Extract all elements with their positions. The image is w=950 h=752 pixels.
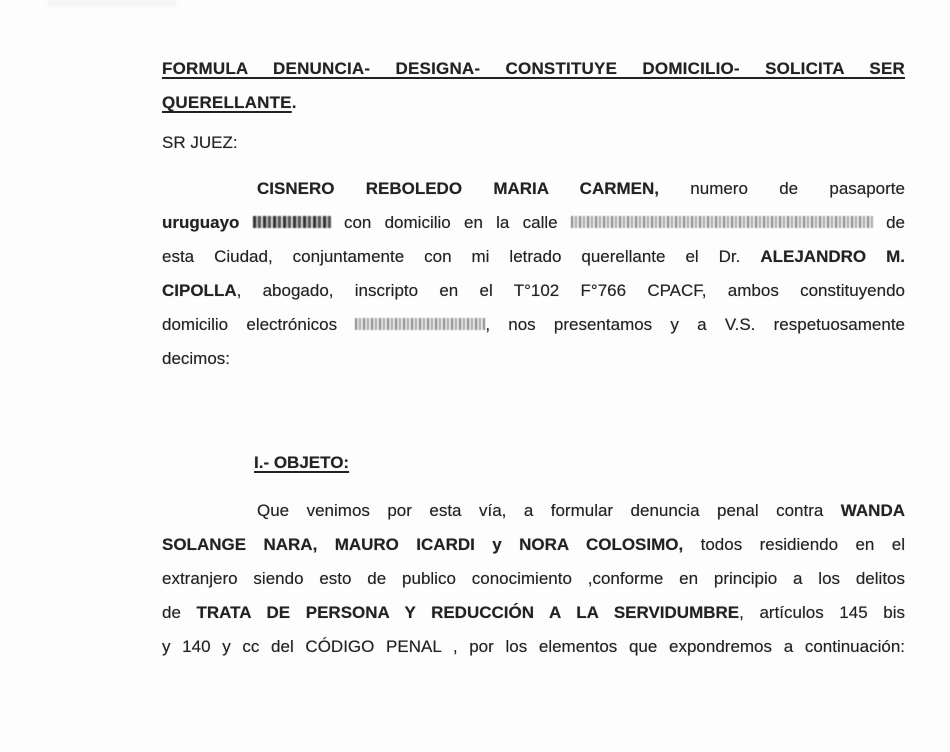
objeto-text: y xyxy=(474,535,520,554)
intro-paragraph xyxy=(162,172,905,376)
salutation-text: SR JUEZ: xyxy=(162,133,238,152)
intro-line-3 xyxy=(162,240,905,274)
objeto-line-2 xyxy=(162,528,905,562)
document-page xyxy=(162,52,905,664)
document-title-line-2 xyxy=(162,86,905,120)
accused-name: WANDA xyxy=(840,501,905,520)
section-heading-text: I.- OBJETO: xyxy=(254,453,350,472)
lawyer-name: ALEJANDRO M. xyxy=(760,247,905,266)
objeto-text: y 140 y cc del CÓDIGO PENAL , por los elementos que expondremos a continuación: xyxy=(162,637,905,656)
objeto-text: , artículos 145 bis xyxy=(739,603,905,622)
intro-text: de xyxy=(872,213,905,232)
complainant-name: CISNERO REBOLEDO MARIA CARMEN, xyxy=(257,179,660,198)
section-heading-objeto xyxy=(162,446,905,480)
objeto-line-5 xyxy=(162,630,905,664)
intro-text: , abogado, inscripto en el T°102 F°766 CPACF, ambos constituyendo xyxy=(236,281,905,300)
redacted-passport-number xyxy=(253,216,331,228)
scan-artifact xyxy=(48,0,176,6)
intro-text: decimos: xyxy=(162,349,231,368)
nationality: uruguayo xyxy=(162,213,240,232)
objeto-text: Que venimos por esta vía, a formular denuncia penal contra xyxy=(257,501,841,520)
intro-line-4 xyxy=(162,274,905,308)
intro-text: domicilio electrónicos xyxy=(162,315,356,334)
accused-name: NORA COLOSIMO, xyxy=(519,535,684,554)
objeto-text: de xyxy=(162,603,197,622)
intro-text: numero de pasaporte xyxy=(659,179,905,198)
document-title-line-1 xyxy=(162,52,905,86)
accused-names: SOLANGE NARA, MAURO ICARDI xyxy=(162,535,475,554)
objeto-text: extranjero siendo esto de publico conocimiento ,conforme en principio a los delitos xyxy=(162,569,905,588)
intro-text: , nos presentamos y a V.S. respetuosamente xyxy=(485,315,905,334)
intro-text: con domicilio en la calle xyxy=(343,213,571,232)
lawyer-surname: CIPOLLA xyxy=(162,281,237,300)
salutation xyxy=(162,126,905,160)
objeto-line-1 xyxy=(162,494,905,528)
redacted-electronic-domicile xyxy=(355,318,485,330)
objeto-line-4 xyxy=(162,596,905,630)
objeto-line-3 xyxy=(162,562,905,596)
intro-line-2 xyxy=(162,206,905,240)
document-title-continued: QUERELLANTE xyxy=(162,93,292,112)
crime-names: TRATA DE PERSONA Y REDUCCIÓN A LA SERVIDUMBRE xyxy=(196,603,740,622)
intro-line-1 xyxy=(162,172,905,206)
title-period: . xyxy=(291,93,297,112)
intro-line-5 xyxy=(162,308,905,342)
redacted-address xyxy=(571,216,873,228)
document-title: FORMULA DENUNCIA- DESIGNA- CONSTITUYE DOMICILIO- SOLICITA SER xyxy=(162,59,905,78)
objeto-text: todos residiendo en el xyxy=(683,535,905,554)
objeto-paragraph xyxy=(162,494,905,664)
intro-text: esta Ciudad, conjuntamente con mi letrado querellante el Dr. xyxy=(162,247,761,266)
intro-line-6 xyxy=(162,342,905,376)
